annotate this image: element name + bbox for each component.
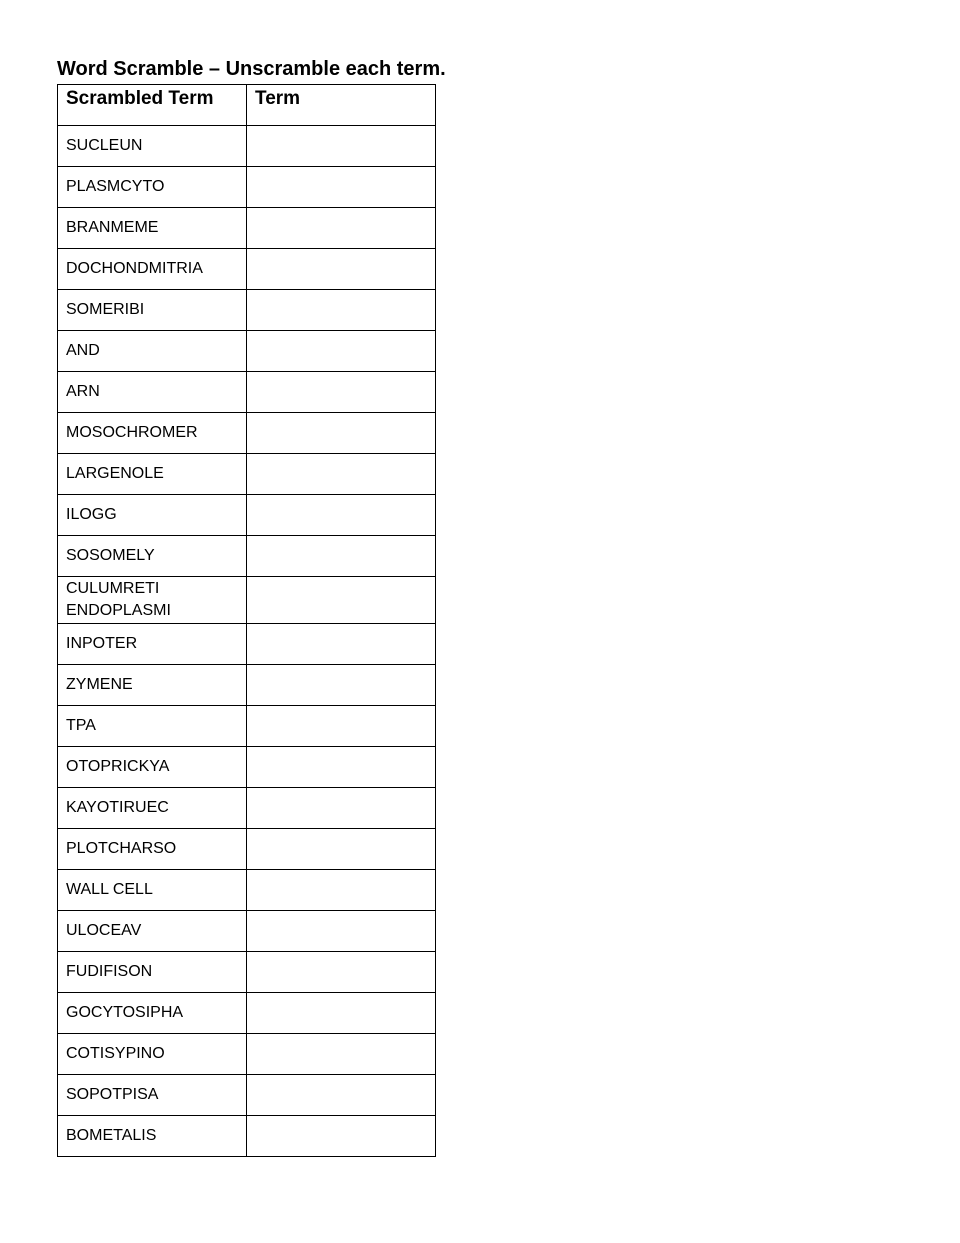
- scrambled-term-cell: OTOPRICKYA: [58, 747, 247, 788]
- term-answer-cell[interactable]: [247, 1116, 436, 1157]
- scrambled-term-cell: PLASMCYTO: [58, 167, 247, 208]
- scrambled-term-cell: TPA: [58, 706, 247, 747]
- table-row: [58, 624, 436, 665]
- scrambled-term-cell: SOMERIBI: [58, 290, 247, 331]
- scrambled-term-cell: BOMETALIS: [58, 1116, 247, 1157]
- term-answer-cell[interactable]: [247, 413, 436, 454]
- term-answer-cell[interactable]: [247, 624, 436, 665]
- scrambled-term-cell: WALL CELL: [58, 870, 247, 911]
- word-scramble-table: [57, 84, 436, 1157]
- scrambled-term-cell: MOSOCHROMER: [58, 413, 247, 454]
- term-answer-cell[interactable]: [247, 952, 436, 993]
- scrambled-term-cell: ZYMENE: [58, 665, 247, 706]
- column-header-term: Term: [247, 85, 436, 126]
- table-row: [58, 536, 436, 577]
- term-answer-cell[interactable]: [247, 331, 436, 372]
- term-answer-cell[interactable]: [247, 208, 436, 249]
- term-answer-cell[interactable]: [247, 911, 436, 952]
- column-header-scrambled-term: Scrambled Term: [58, 85, 247, 126]
- term-answer-cell[interactable]: [247, 536, 436, 577]
- table-row: [58, 167, 436, 208]
- table-row: [58, 495, 436, 536]
- scrambled-term-cell: GOCYTOSIPHA: [58, 993, 247, 1034]
- table-row: [58, 1034, 436, 1075]
- term-answer-cell[interactable]: [247, 829, 436, 870]
- term-answer-cell[interactable]: [247, 747, 436, 788]
- scrambled-term-cell: ILOGG: [58, 495, 247, 536]
- scrambled-term-cell: COTISYPINO: [58, 1034, 247, 1075]
- term-answer-cell[interactable]: [247, 454, 436, 495]
- table-row: [58, 870, 436, 911]
- term-answer-cell[interactable]: [247, 577, 436, 624]
- term-answer-cell[interactable]: [247, 1034, 436, 1075]
- table-row: [58, 331, 436, 372]
- scrambled-term-cell: ULOCEAV: [58, 911, 247, 952]
- table-row: [58, 290, 436, 331]
- table-row: [58, 1116, 436, 1157]
- table-row: [58, 413, 436, 454]
- term-answer-cell[interactable]: [247, 665, 436, 706]
- table-row: [58, 454, 436, 495]
- term-answer-cell[interactable]: [247, 126, 436, 167]
- scrambled-term-cell: DOCHONDMITRIA: [58, 249, 247, 290]
- term-answer-cell[interactable]: [247, 1075, 436, 1116]
- table-row: [58, 911, 436, 952]
- table-row: [58, 208, 436, 249]
- term-answer-cell[interactable]: [247, 993, 436, 1034]
- table-row: [58, 665, 436, 706]
- scrambled-term-cell: SOSOMELY: [58, 536, 247, 577]
- scrambled-term-cell: SOPOTPISA: [58, 1075, 247, 1116]
- scrambled-term-cell: BRANMEME: [58, 208, 247, 249]
- table-row: [58, 372, 436, 413]
- table-row: [58, 249, 436, 290]
- term-answer-cell[interactable]: [247, 495, 436, 536]
- table-row: [58, 993, 436, 1034]
- table-row: [58, 706, 436, 747]
- scrambled-term-cell: LARGENOLE: [58, 454, 247, 495]
- term-answer-cell[interactable]: [247, 870, 436, 911]
- term-answer-cell[interactable]: [247, 372, 436, 413]
- table-row: [58, 126, 436, 167]
- scrambled-term-cell: CULUMRETI ENDOPLASMI: [58, 577, 247, 624]
- term-answer-cell[interactable]: [247, 706, 436, 747]
- term-answer-cell[interactable]: [247, 788, 436, 829]
- scrambled-term-cell: AND: [58, 331, 247, 372]
- scrambled-term-cell: KAYOTIRUEC: [58, 788, 247, 829]
- term-answer-cell[interactable]: [247, 249, 436, 290]
- scrambled-term-cell: SUCLEUN: [58, 126, 247, 167]
- scrambled-term-cell: ARN: [58, 372, 247, 413]
- term-answer-cell[interactable]: [247, 290, 436, 331]
- scrambled-term-cell: PLOTCHARSO: [58, 829, 247, 870]
- table-row: [58, 747, 436, 788]
- table-row: [58, 829, 436, 870]
- page-title: Word Scramble – Unscramble each term.: [57, 58, 446, 80]
- scrambled-term-cell: FUDIFISON: [58, 952, 247, 993]
- table-row: [58, 577, 436, 624]
- term-answer-cell[interactable]: [247, 167, 436, 208]
- scrambled-term-cell: INPOTER: [58, 624, 247, 665]
- table-row: [58, 1075, 436, 1116]
- table-header-row: [58, 85, 436, 126]
- table-row: [58, 788, 436, 829]
- table-row: [58, 952, 436, 993]
